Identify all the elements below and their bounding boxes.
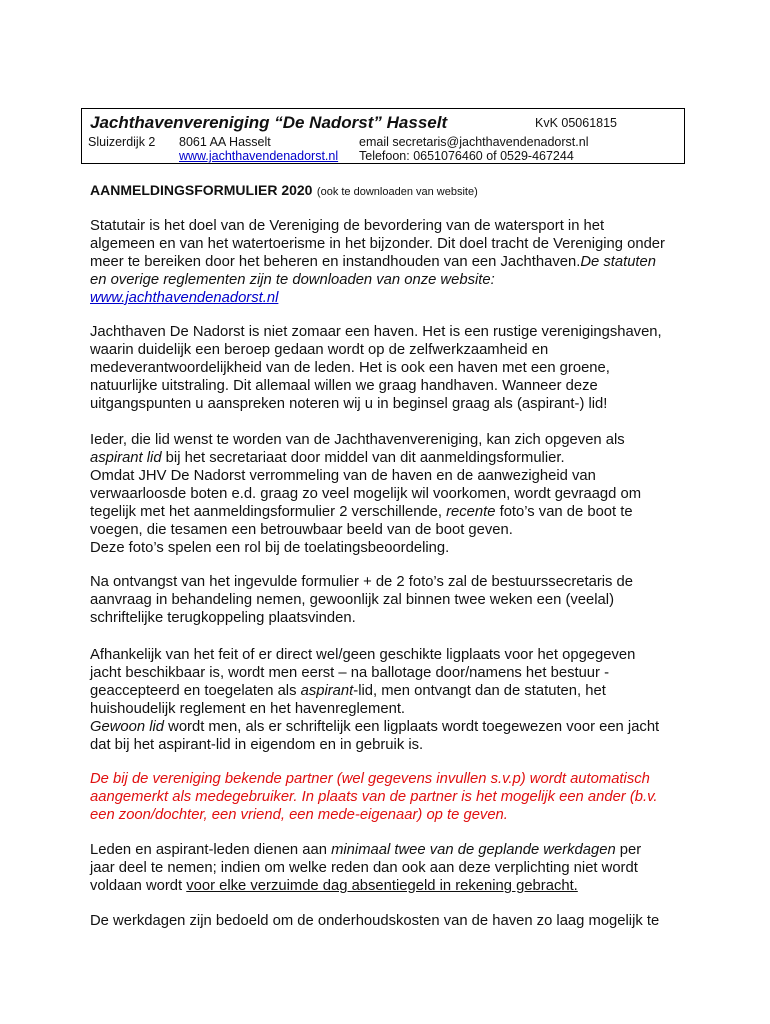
text-line: De werkdagen zijn bedoeld om de onderhoudskosten van de haven zo laag mogelijk te bbox=[90, 913, 660, 929]
text-line: uitgangspunten u aanspreken noteren wij u in beginsel graag als (aspirant-) lid! bbox=[90, 396, 608, 412]
text-line: Omdat JHV De Nadorst verrommeling van de haven en de aanwezigheid van bbox=[90, 468, 596, 484]
text-span: Gewoon lid bbox=[90, 719, 165, 735]
email-line: email secretaris@jachthavendenadorst.nl bbox=[359, 135, 589, 149]
text-line: huishoudelijk reglement en het havenreglement. bbox=[90, 701, 406, 717]
text-line bbox=[90, 449, 690, 467]
form-title bbox=[90, 182, 478, 200]
paragraph-berth bbox=[90, 646, 690, 754]
text-line: medeverantwoordelijkheid van de leden. Het is ook een haven met een groene, bbox=[90, 360, 610, 376]
text-line: Ieder, die lid wenst te worden van de Jachthavenvereniging, kan zich opgeven als bbox=[90, 432, 625, 448]
phone-line: Telefoon: 0651076460 of 0529-467244 bbox=[359, 149, 574, 163]
form-title-main: AANMELDINGSFORMULIER 2020 bbox=[90, 182, 313, 198]
paragraph-harbour bbox=[90, 323, 690, 413]
text-line: Afhankelijk van het feit of er direct wel/geen geschikte ligplaats voor het opgegeven bbox=[90, 647, 636, 663]
kvk-number: KvK 05061815 bbox=[535, 116, 618, 130]
text-line: jacht beschikbaar is, wordt men eerst – na ballotage door/namens het bestuur - bbox=[90, 665, 610, 681]
paragraph-purpose bbox=[90, 217, 690, 307]
text-line: verwaarloosde boten e.d. graag zo veel mogelijk wil voorkomen, wordt gevraagd om bbox=[90, 486, 642, 502]
text-line: Na ontvangst van het ingevulde formulier + de 2 foto’s zal de bestuurssecretaris de bbox=[90, 574, 634, 590]
text-line: schriftelijke terugkoppeling plaatsvinden. bbox=[90, 610, 356, 626]
text-line: waarin duidelijk een beroep gedaan wordt op de zelfwerkzaamheid en bbox=[90, 342, 549, 358]
text-line bbox=[90, 253, 690, 271]
text-line: natuurlijke uitstraling. Dit allemaal willen we graag handhaven. Wanneer deze bbox=[90, 378, 598, 394]
text-span: aspirant bbox=[300, 683, 354, 699]
text-span: voldaan wordt bbox=[90, 878, 187, 894]
text-span: voor elke verzuimde dag absentiegeld in rekening gebracht. bbox=[186, 878, 578, 894]
text-line: en overige reglementen zijn te downloaden van onze website: bbox=[90, 272, 495, 288]
text-span: recente bbox=[446, 504, 496, 520]
letterhead-box bbox=[81, 108, 685, 164]
text-line: De bij de vereniging bekende partner (wel gegevens invullen s.v.p) wordt automatisch bbox=[90, 771, 650, 787]
text-span: foto’s van de boot te bbox=[495, 504, 633, 520]
text-line bbox=[90, 503, 690, 521]
text-line bbox=[90, 877, 690, 895]
text-span: tegelijk met het aanmeldingsformulier 2 verschillende, bbox=[90, 504, 447, 520]
text-span: bij het secretariaat door middel van dit aanmeldingsformulier. bbox=[161, 450, 565, 466]
text-span: Leden en aspirant-leden dienen aan bbox=[90, 842, 332, 858]
paragraph-partner-notice bbox=[90, 770, 690, 824]
text-line: Statutair is het doel van de Vereniging de bevordering van de watersport in het bbox=[90, 218, 605, 234]
website-link[interactable]: www.jachthavendenadorst.nl bbox=[179, 149, 339, 163]
text-span: per bbox=[615, 842, 642, 858]
text-line bbox=[90, 841, 690, 859]
text-line bbox=[90, 718, 690, 736]
text-line: dat bij het aspirant-lid in eigendom en in gebruik is. bbox=[90, 737, 424, 753]
text-line: aangemerkt als medegebruiker. In plaats van de partner is het mogelijk een ander (b.v. bbox=[90, 789, 658, 805]
text-line: aanvraag in behandeling nemen, gewoonlijk zal binnen twee weken een (veelal) bbox=[90, 592, 614, 608]
text-span: geaccepteerd en toegelaten als bbox=[90, 683, 301, 699]
paragraph-workdays bbox=[90, 841, 690, 895]
organization-name: Jachthavenvereniging “De Nadorst” Hasselt bbox=[90, 113, 448, 132]
form-title-note: (ook te downloaden van website) bbox=[316, 186, 478, 198]
text-line: jaar deel te nemen; indien om welke reden dan ook aan deze verplichting niet wordt bbox=[90, 860, 638, 876]
address-city: 8061 AA Hasselt bbox=[179, 135, 271, 149]
website-link-body[interactable]: www.jachthavendenadorst.nl bbox=[90, 290, 279, 306]
text-line: Deze foto’s spelen een rol bij de toelatingsbeoordeling. bbox=[90, 540, 450, 556]
paragraph-workdays-purpose bbox=[90, 912, 690, 930]
text-span: wordt men, als er schriftelijk een ligplaats wordt toegewezen voor een jacht bbox=[164, 719, 660, 735]
text-span: meer te bereiken door het beheren en instandhouden van een Jachthaven. bbox=[90, 254, 581, 270]
text-span: -lid, men ontvangt dan de statuten, het bbox=[353, 683, 606, 699]
text-line bbox=[90, 682, 690, 700]
text-span: minimaal twee van de geplande werkdagen bbox=[331, 842, 616, 858]
text-span: aspirant lid bbox=[90, 450, 162, 466]
text-line: een zoon/dochter, een vriend, een mede-eigenaar) op te geven. bbox=[90, 807, 508, 823]
paragraph-processing bbox=[90, 573, 690, 627]
text-line: voegen, die tesamen een betrouwbaar beeld van de boot geven. bbox=[90, 522, 513, 538]
paragraph-membership bbox=[90, 431, 690, 557]
text-line: algemeen en van het watertoerisme in het bijzonder. Dit doel tracht de Vereniging onder bbox=[90, 236, 665, 252]
statutes-note: De statuten bbox=[580, 254, 656, 270]
text-line: Jachthaven De Nadorst is niet zomaar een haven. Het is een rustige verenigingshaven, bbox=[90, 324, 662, 340]
address-street: Sluizerdijk 2 bbox=[88, 135, 156, 149]
